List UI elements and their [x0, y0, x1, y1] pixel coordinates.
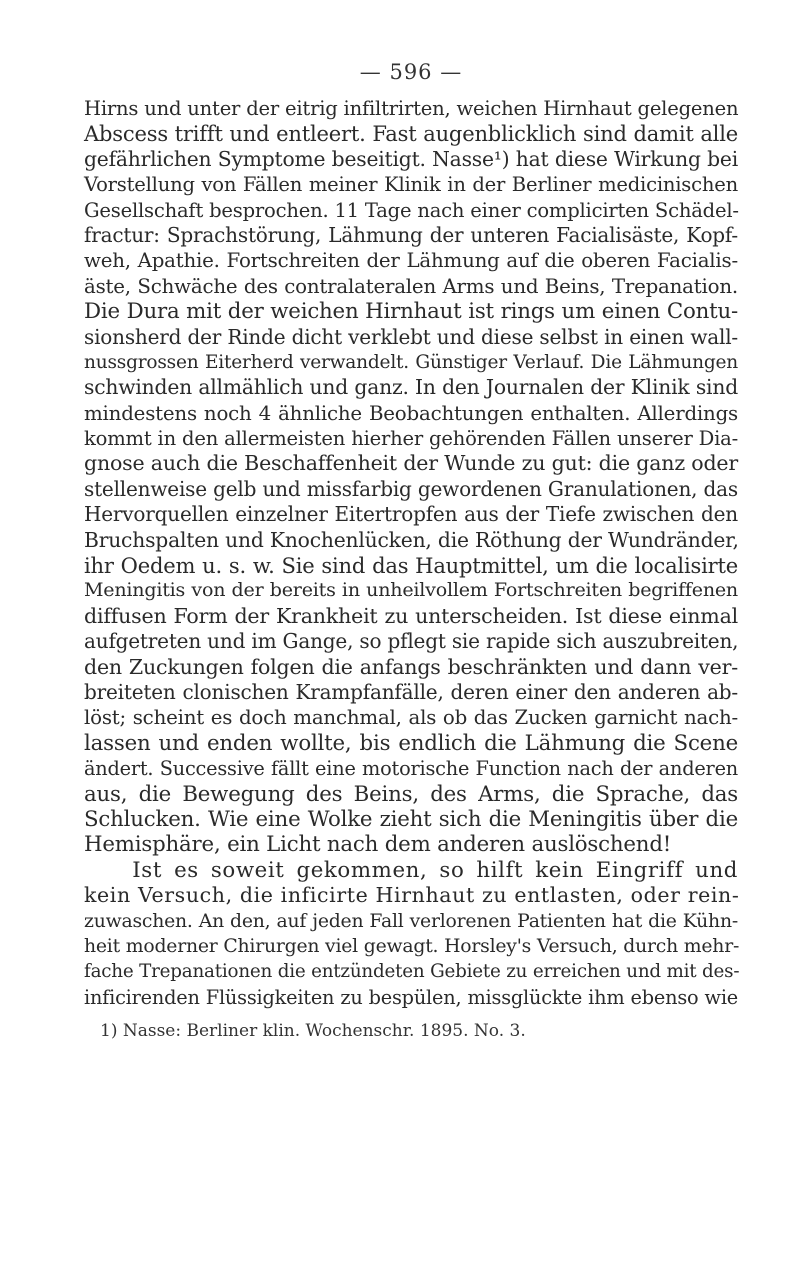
text-line: Abscess trifft und entleert. Fast augenblicklich sind damit alle [84, 121, 738, 147]
text-line: weh, Apathie. Fortschreiten der Lähmung auf die oberen Facialis- [84, 249, 738, 273]
text-line: Hervorquellen einzelner Eitertropfen aus der Tiefe zwischen den [84, 502, 738, 527]
text-line: den Zuckungen folgen die anfangs beschränkten und dann ver- [84, 654, 738, 679]
text-line: Schlucken. Wie eine Wolke zieht sich die Meningitis über die [84, 806, 738, 832]
text-line: ändert. Successive fällt eine motorische Function nach der anderen [84, 757, 738, 781]
text-line: aus, die Bewegung des Beins, des Arms, die Sprache, das [84, 781, 738, 807]
text-line: Vorstellung von Fällen meiner Klinik in der Berliner medicinischen [84, 173, 738, 197]
text-line: Ist es soweit gekommen, so hilft kein Eingriff und [84, 857, 738, 883]
text-line: breiteten clonischen Krampfanfälle, deren einer den anderen ab- [84, 679, 738, 704]
text-line: diffusen Form der Krankheit zu unterscheiden. Ist diese einmal [84, 603, 738, 628]
text-line: löst; scheint es doch manchmal, als ob das Zucken garnicht nach- [84, 706, 738, 730]
text-line: Meningitis von der bereits in unheilvollem Fortschreiten begriffenen [84, 579, 738, 602]
text-line: aufgetreten und im Gange, so pflegt sie rapide sich auszubreiten, [84, 629, 739, 654]
text-line: äste, Schwäche des contralateralen Arms und Beins, Trepanation. [84, 274, 738, 298]
text-line: fache Trepanationen die entzündeten Gebiete zu erreichen und mit des- [84, 961, 740, 983]
document-page [84, 60, 738, 1042]
text-line: stellenweise gelb und missfarbig gewordenen Granulationen, das [84, 476, 738, 501]
text-line: ihr Oedem u. s. w. Sie sind das Hauptmittel, um die localisirte [84, 553, 738, 579]
text-line: fractur: Sprachstörung, Lähmung der unteren Facialisäste, Kopf- [84, 222, 738, 247]
text-line: inficirenden Flüssigkeiten zu bespülen, missglückte ihm ebenso wie [84, 985, 738, 1009]
text-line: Bruchspalten und Knochenlücken, die Röthung der Wundränder, [84, 527, 739, 552]
text-line: kommt in den allermeisten hierher gehörenden Fällen unserer Dia- [84, 427, 738, 451]
text-line: Die Dura mit der weichen Hirnhaut ist rings um einen Contu- [84, 299, 738, 325]
text-line: schwinden allmählich und ganz. In den Journalen der Klinik sind [84, 375, 738, 400]
text-line: nussgrossen Eiterherd verwandelt. Günstiger Verlauf. Die Lähmungen [84, 351, 738, 373]
text-line: kein Versuch, die inficirte Hirnhaut zu entlasten, oder rein- [84, 883, 740, 908]
text-line: zuwaschen. An den, auf jeden Fall verlorenen Patienten hat die Kühn- [84, 910, 738, 932]
text-line: mindestens noch 4 ähnliche Beobachtungen enthalten. Allerdings [84, 401, 738, 425]
text-line: gefährlichen Symptome beseitigt. Nasse¹) hat diese Wirkung bei [84, 146, 738, 171]
text-line: gnose auch die Beschaffenheit der Wunde zu gut: die ganz oder [84, 451, 738, 476]
text-line: Gesellschaft besprochen. 11 Tage nach einer complicirten Schädel- [84, 198, 739, 222]
text-line: heit moderner Chirurgen viel gewagt. Horsley's Versuch, durch mehr- [84, 935, 740, 957]
text-line: Hemisphäre, ein Licht nach dem anderen auslöschend! [84, 832, 672, 858]
page-number: — 596 — [359, 60, 463, 84]
text-line: Hirns und unter der eitrig infiltrirten, weichen Hirnhaut gelegenen [84, 97, 739, 120]
text-line: lassen und enden wollte, bis endlich die Lähmung die Scene [84, 730, 738, 756]
footnote: 1) Nasse: Berliner klin. Wochenschr. 1895. No. 3. [100, 1021, 526, 1042]
body-text [84, 96, 738, 1010]
text-line: sionsherd der Rinde dicht verklebt und diese selbst in einen wall- [84, 324, 738, 349]
